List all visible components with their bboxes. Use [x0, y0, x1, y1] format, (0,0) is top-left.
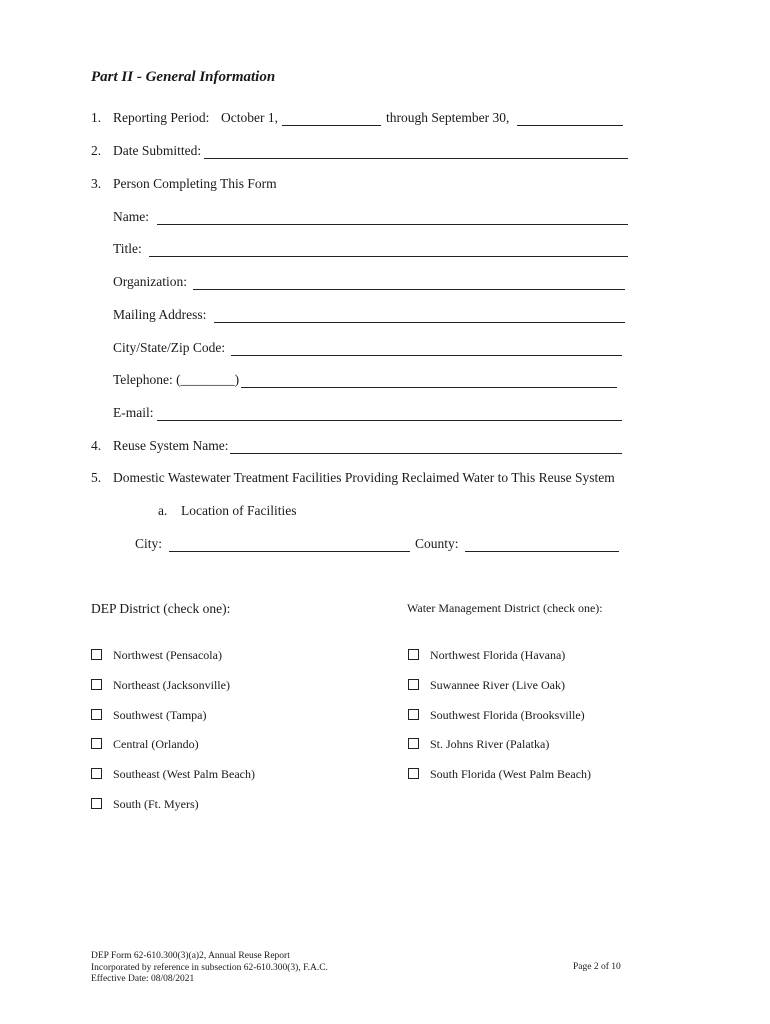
city-state-zip-field[interactable] — [231, 342, 622, 356]
wmd-checkbox-southwest-florida[interactable] — [408, 709, 419, 720]
date-submitted-field[interactable] — [204, 145, 628, 159]
footer-effective-date: Effective Date: 08/08/2021 — [91, 974, 195, 984]
item-number: 3. — [91, 176, 102, 191]
name-label: Name: — [113, 209, 149, 224]
item-facilities — [91, 470, 615, 486]
dep-option-northwest: Northwest (Pensacola) — [113, 648, 222, 662]
city-field[interactable] — [169, 538, 410, 552]
organization-row — [113, 274, 187, 290]
dep-checkbox-northeast[interactable] — [91, 679, 102, 690]
dep-district-heading: DEP District (check one): — [91, 601, 231, 616]
item-reuse-system — [91, 438, 229, 454]
wmd-option-st-johns-river: St. Johns River (Palatka) — [430, 737, 550, 751]
organization-label: Organization: — [113, 274, 187, 289]
title-row — [113, 241, 142, 257]
dep-option-southwest: Southwest (Tampa) — [113, 708, 207, 722]
location-label: Location of Facilities — [181, 503, 297, 518]
wmd-checkbox-suwannee-river[interactable] — [408, 679, 419, 690]
email-field[interactable] — [157, 407, 622, 421]
section-title: Part II - General Information — [91, 69, 276, 85]
dep-checkbox-south[interactable] — [91, 798, 102, 809]
footer-incorporated: Incorporated by reference in subsection 62-610.300(3), F.A.C. — [91, 962, 328, 973]
dep-option-southeast: Southeast (West Palm Beach) — [113, 767, 256, 781]
name-row — [113, 209, 149, 225]
telephone-row — [113, 372, 239, 388]
facilities-label: Domestic Wastewater Treatment Facilities Providing Reclaimed Water to This Reuse System — [113, 470, 615, 485]
item-number: 2. — [91, 143, 102, 158]
wmd-option-southwest-florida: Southwest Florida (Brooksville) — [430, 708, 585, 722]
item-number: 5. — [91, 470, 102, 485]
item-number: 4. — [91, 438, 102, 453]
october-label: October 1, — [221, 110, 278, 125]
item-number: 1. — [91, 110, 102, 125]
wmd-heading: Water Management District (check one): — [407, 601, 603, 615]
dep-option-central: Central (Orlando) — [113, 737, 199, 751]
page-number: Page 2 of 10 — [573, 962, 621, 972]
mailing-address-field[interactable] — [214, 309, 625, 323]
mailing-address-label: Mailing Address: — [113, 307, 207, 322]
reuse-system-label: Reuse System Name: — [113, 438, 229, 453]
reuse-system-field[interactable] — [230, 440, 622, 454]
date-submitted-label: Date Submitted: — [113, 143, 202, 158]
item-date-submitted — [91, 143, 202, 159]
title-field[interactable] — [149, 243, 628, 257]
organization-field[interactable] — [193, 276, 625, 290]
county-label: County: — [415, 536, 459, 551]
wmd-option-northwest-florida: Northwest Florida (Havana) — [430, 648, 566, 662]
wmd-checkbox-st-johns-river[interactable] — [408, 738, 419, 749]
email-row — [113, 405, 154, 421]
dep-checkbox-central[interactable] — [91, 738, 102, 749]
name-field[interactable] — [157, 211, 628, 225]
reporting-start-year-field[interactable] — [282, 112, 381, 126]
dep-option-northeast: Northeast (Jacksonville) — [113, 678, 230, 692]
item-person-completing — [91, 176, 277, 192]
item-reporting-period — [91, 110, 510, 126]
dep-checkbox-southwest[interactable] — [91, 709, 102, 720]
city-state-zip-label: City/State/Zip Code: — [113, 340, 226, 355]
county-field[interactable] — [465, 538, 619, 552]
reporting-end-year-field[interactable] — [517, 112, 623, 126]
city-label: City: — [135, 536, 163, 551]
footer-form-info — [91, 951, 328, 986]
city-state-zip-row — [113, 340, 225, 356]
title-label: Title: — [113, 241, 142, 256]
location-row — [158, 503, 297, 519]
telephone-field[interactable] — [241, 374, 617, 388]
wmd-option-suwannee-river: Suwannee River (Live Oak) — [430, 678, 565, 692]
dep-option-south: South (Ft. Myers) — [113, 797, 199, 811]
telephone-label[interactable]: Telephone: (________) — [113, 372, 240, 387]
reporting-period-label: Reporting Period: — [113, 110, 210, 125]
dep-checkbox-northwest[interactable] — [91, 649, 102, 660]
city-county-row — [135, 536, 459, 552]
through-label: through September 30, — [386, 110, 510, 125]
person-completing-label: Person Completing This Form — [113, 176, 277, 191]
footer-form-number: DEP Form 62-610.300(3)(a)2, Annual Reuse Report — [91, 951, 290, 961]
wmd-checkbox-south-florida[interactable] — [408, 768, 419, 779]
wmd-option-south-florida: South Florida (West Palm Beach) — [430, 767, 592, 781]
mailing-address-row — [113, 307, 206, 323]
dep-checkbox-southeast[interactable] — [91, 768, 102, 779]
email-label: E-mail: — [113, 405, 154, 420]
wmd-checkbox-northwest-florida[interactable] — [408, 649, 419, 660]
sub-item-letter: a. — [158, 503, 168, 518]
